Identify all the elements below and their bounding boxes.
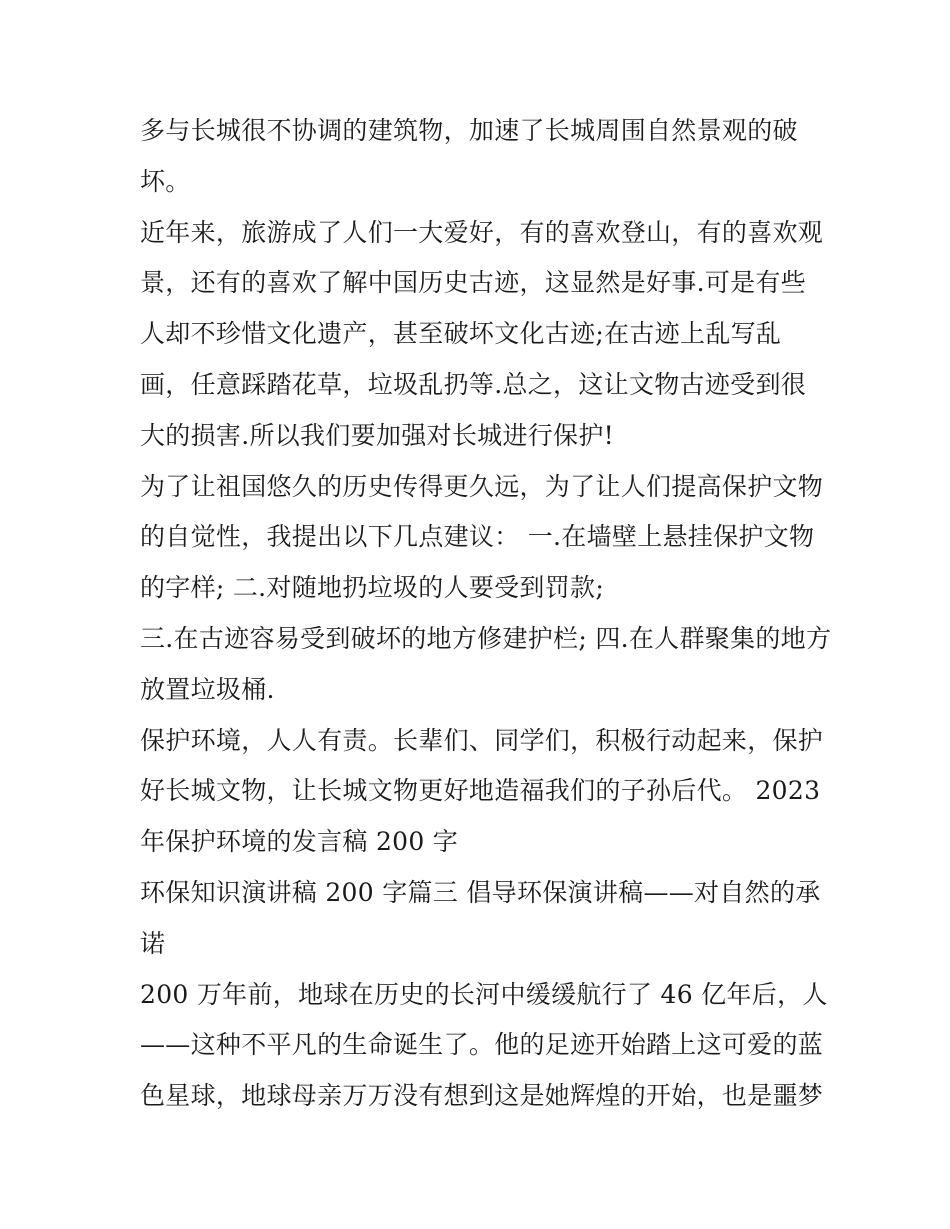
text-line: 色星球，地球母亲万万没有想到这是她辉煌的开始，也是噩梦 bbox=[140, 1081, 824, 1111]
text-line: 200 万年前，地球在历史的长河中缓缓航行了 46 亿年后，人 bbox=[140, 979, 828, 1009]
text-line: ——这种不平凡的生命诞生了。他的足迹开始踏上这可爱的蓝 bbox=[140, 1030, 824, 1060]
text-line: 诺 bbox=[140, 928, 166, 958]
text-line: 三.在古迹容易受到破坏的地方修建护栏; 四.在人群聚集的地方 bbox=[140, 623, 832, 653]
text-line: 好长城文物，让长城文物更好地造福我们的子孙后代。 2023 bbox=[140, 776, 821, 806]
text-line: 人却不珍惜文化遗产，甚至破坏文化古迹;在古迹上乱写乱 bbox=[140, 319, 782, 349]
text-line: 近年来，旅游成了人们一大爱好，有的喜欢登山，有的喜欢观 bbox=[140, 217, 824, 247]
text-line: 大的损害.所以我们要加强对长城进行保护! bbox=[140, 420, 614, 450]
text-line: 多与长城很不协调的建筑物，加速了长城周围自然景观的破 bbox=[140, 116, 798, 145]
text-line: 坏。 bbox=[140, 166, 191, 196]
text-line: 为了让祖国悠久的历史传得更久远，为了让人们提高保护文物 bbox=[140, 471, 824, 501]
text-line: 画，任意踩踏花草，垃圾乱扔等.总之，这让文物古迹受到很 bbox=[140, 369, 807, 399]
document-body bbox=[140, 106, 832, 1122]
text-line: 年保护环境的发言稿 200 字 bbox=[140, 827, 459, 857]
text-line: 保护环境，人人有责。长辈们、同学们，积极行动起来，保护 bbox=[140, 725, 824, 755]
text-line: 的字样; 二.对随地扔垃圾的人要受到罚款; bbox=[140, 573, 605, 603]
text-line: 的自觉性，我提出以下几点建议： 一.在墙壁上悬挂保护文物 bbox=[140, 522, 815, 552]
text-line: 景，还有的喜欢了解中国历史古迹，这显然是好事.可是有些 bbox=[140, 268, 807, 298]
text-line: 环保知识演讲稿 200 字篇三 倡导环保演讲稿——对自然的承 bbox=[140, 877, 821, 907]
text-line: 放置垃圾桶. bbox=[140, 674, 275, 704]
